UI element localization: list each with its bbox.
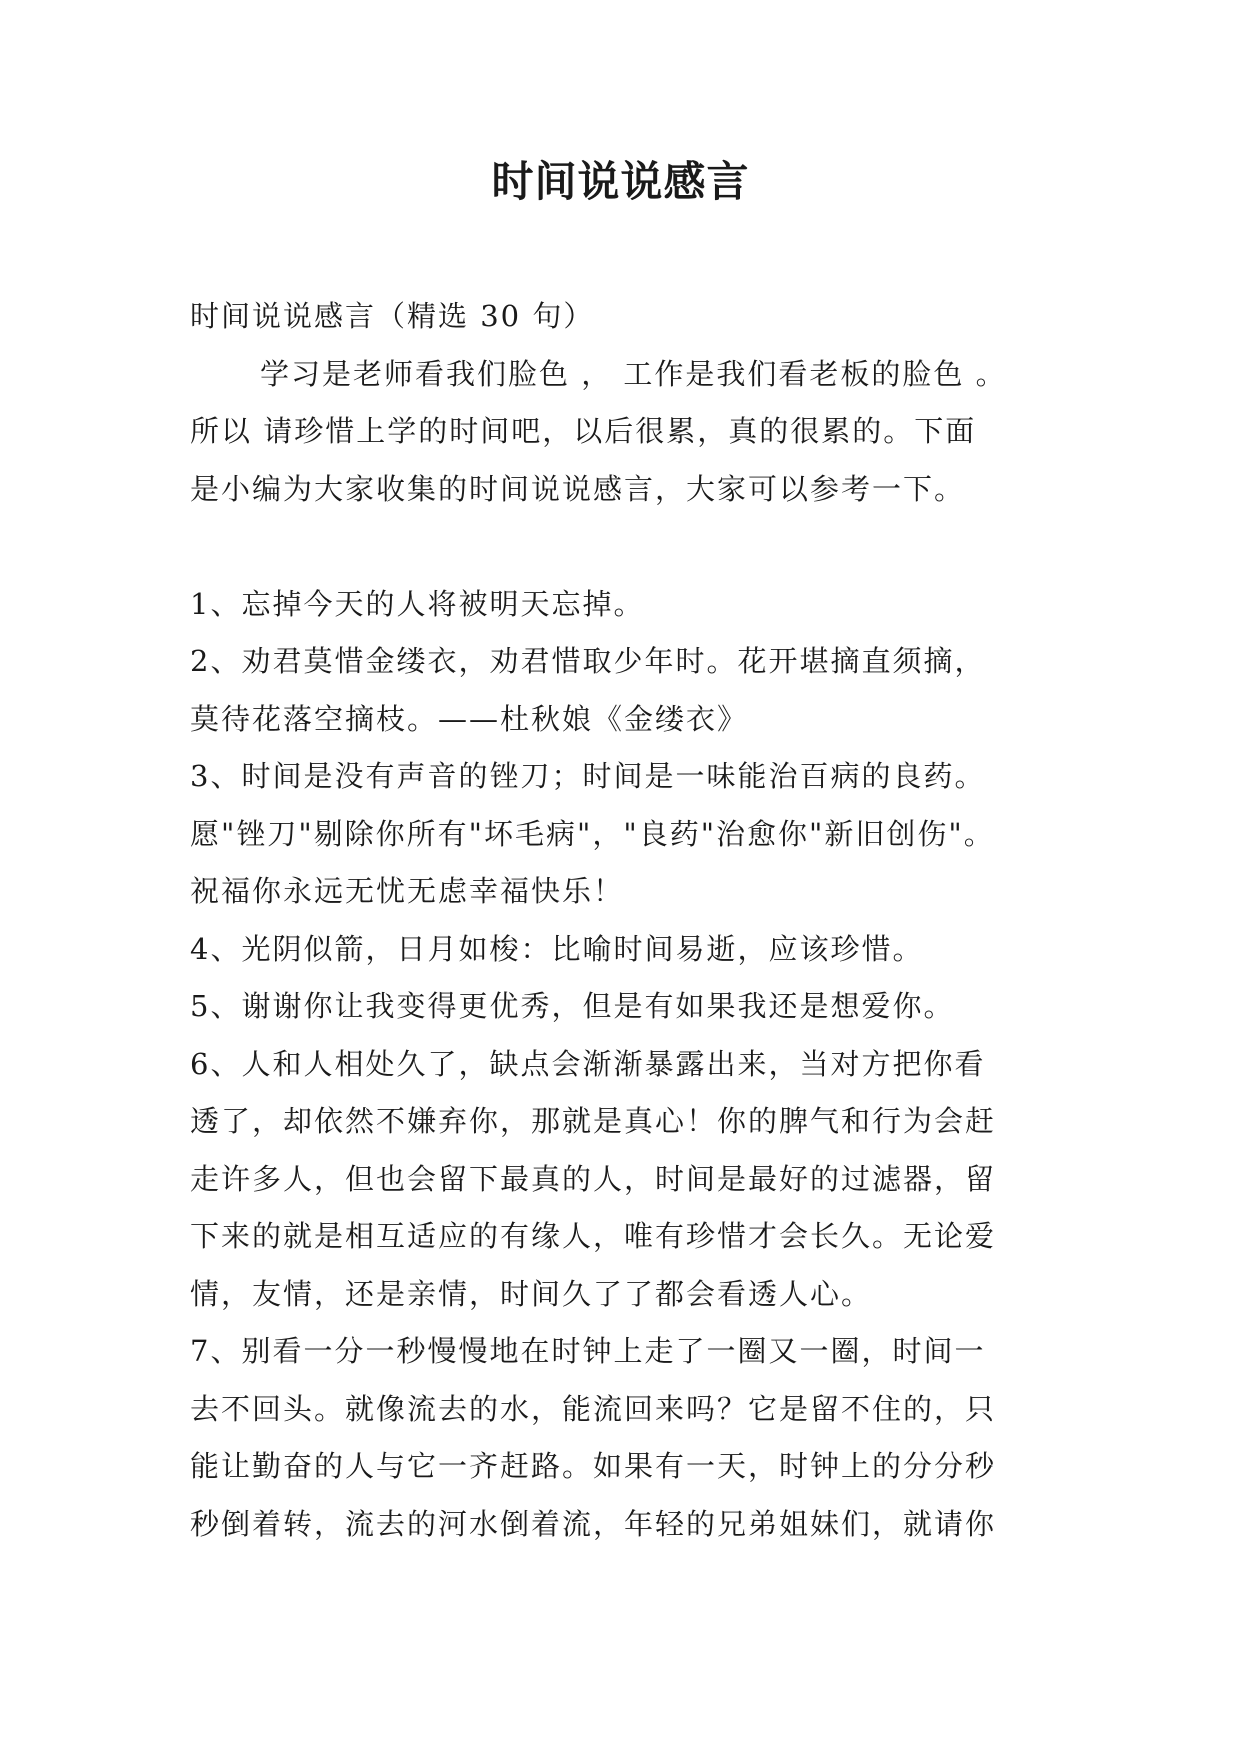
intro-line: 所以 请珍惜上学的时间吧，以后很累，真的很累的。下面 [190, 414, 977, 448]
item-line: 愿"锉刀"剔除你所有"坏毛病"，"良药"治愈你"新旧创伤"。 [190, 816, 995, 851]
item-line: 莫待花落空摘枝。——杜秋娘《金缕衣》 [190, 701, 749, 736]
item-line: 1、忘掉今天的人将被明天忘掉。 [190, 586, 645, 621]
item-line: 7、别看一分一秒慢慢地在时钟上走了一圈又一圈，时间一 [190, 1334, 986, 1368]
document-title: 时间说说感言 [491, 157, 750, 206]
item-line: 2、劝君莫惜金缕衣，劝君惜取少年时。花开堪摘直须摘， [190, 644, 986, 678]
item-line: 4、光阴似箭，日月如梭：比喻时间易逝，应该珍惜。 [190, 931, 924, 966]
item-line: 走许多人，但也会留下最真的人，时间是最好的过滤器，留 [190, 1161, 997, 1196]
item-line: 去不回头。就像流去的水，能流回来吗？它是留不住的，只 [190, 1391, 997, 1426]
intro-line: 是小编为大家收集的时间说说感言，大家可以参考一下。 [190, 471, 966, 506]
item-line: 3、时间是没有声音的锉刀；时间是一味能治百病的良药。 [190, 759, 986, 793]
item-line: 下来的就是相互适应的有缘人，唯有珍惜才会长久。无论爱 [190, 1219, 997, 1253]
item-line: 情，友情，还是亲情，时间久了了都会看透人心。 [190, 1276, 873, 1311]
item-line: 透了，却依然不嫌弃你，那就是真心！你的脾气和行为会赶 [190, 1104, 997, 1138]
document-body [190, 288, 1070, 1553]
item-line: 5、谢谢你让我变得更优秀，但是有如果我还是想爱你。 [190, 989, 955, 1023]
paragraph-spacer [190, 518, 1070, 576]
intro-line: 学习是老师看我们脸色 ， 工作是我们看老板的脸色 。 [260, 356, 1007, 391]
item-line: 6、人和人相处久了，缺点会渐渐暴露出来，当对方把你看 [190, 1046, 986, 1081]
item-line: 能让勤奋的人与它一齐赶路。如果有一天，时钟上的分分秒 [190, 1449, 997, 1483]
item-line: 秒倒着转，流去的河水倒着流，年轻的兄弟姐妹们，就请你 [190, 1506, 997, 1541]
item-line: 祝福你永远无忧无虑幸福快乐！ [190, 874, 625, 908]
document-subtitle: 时间说说感言（精选 30 句） [190, 299, 595, 333]
